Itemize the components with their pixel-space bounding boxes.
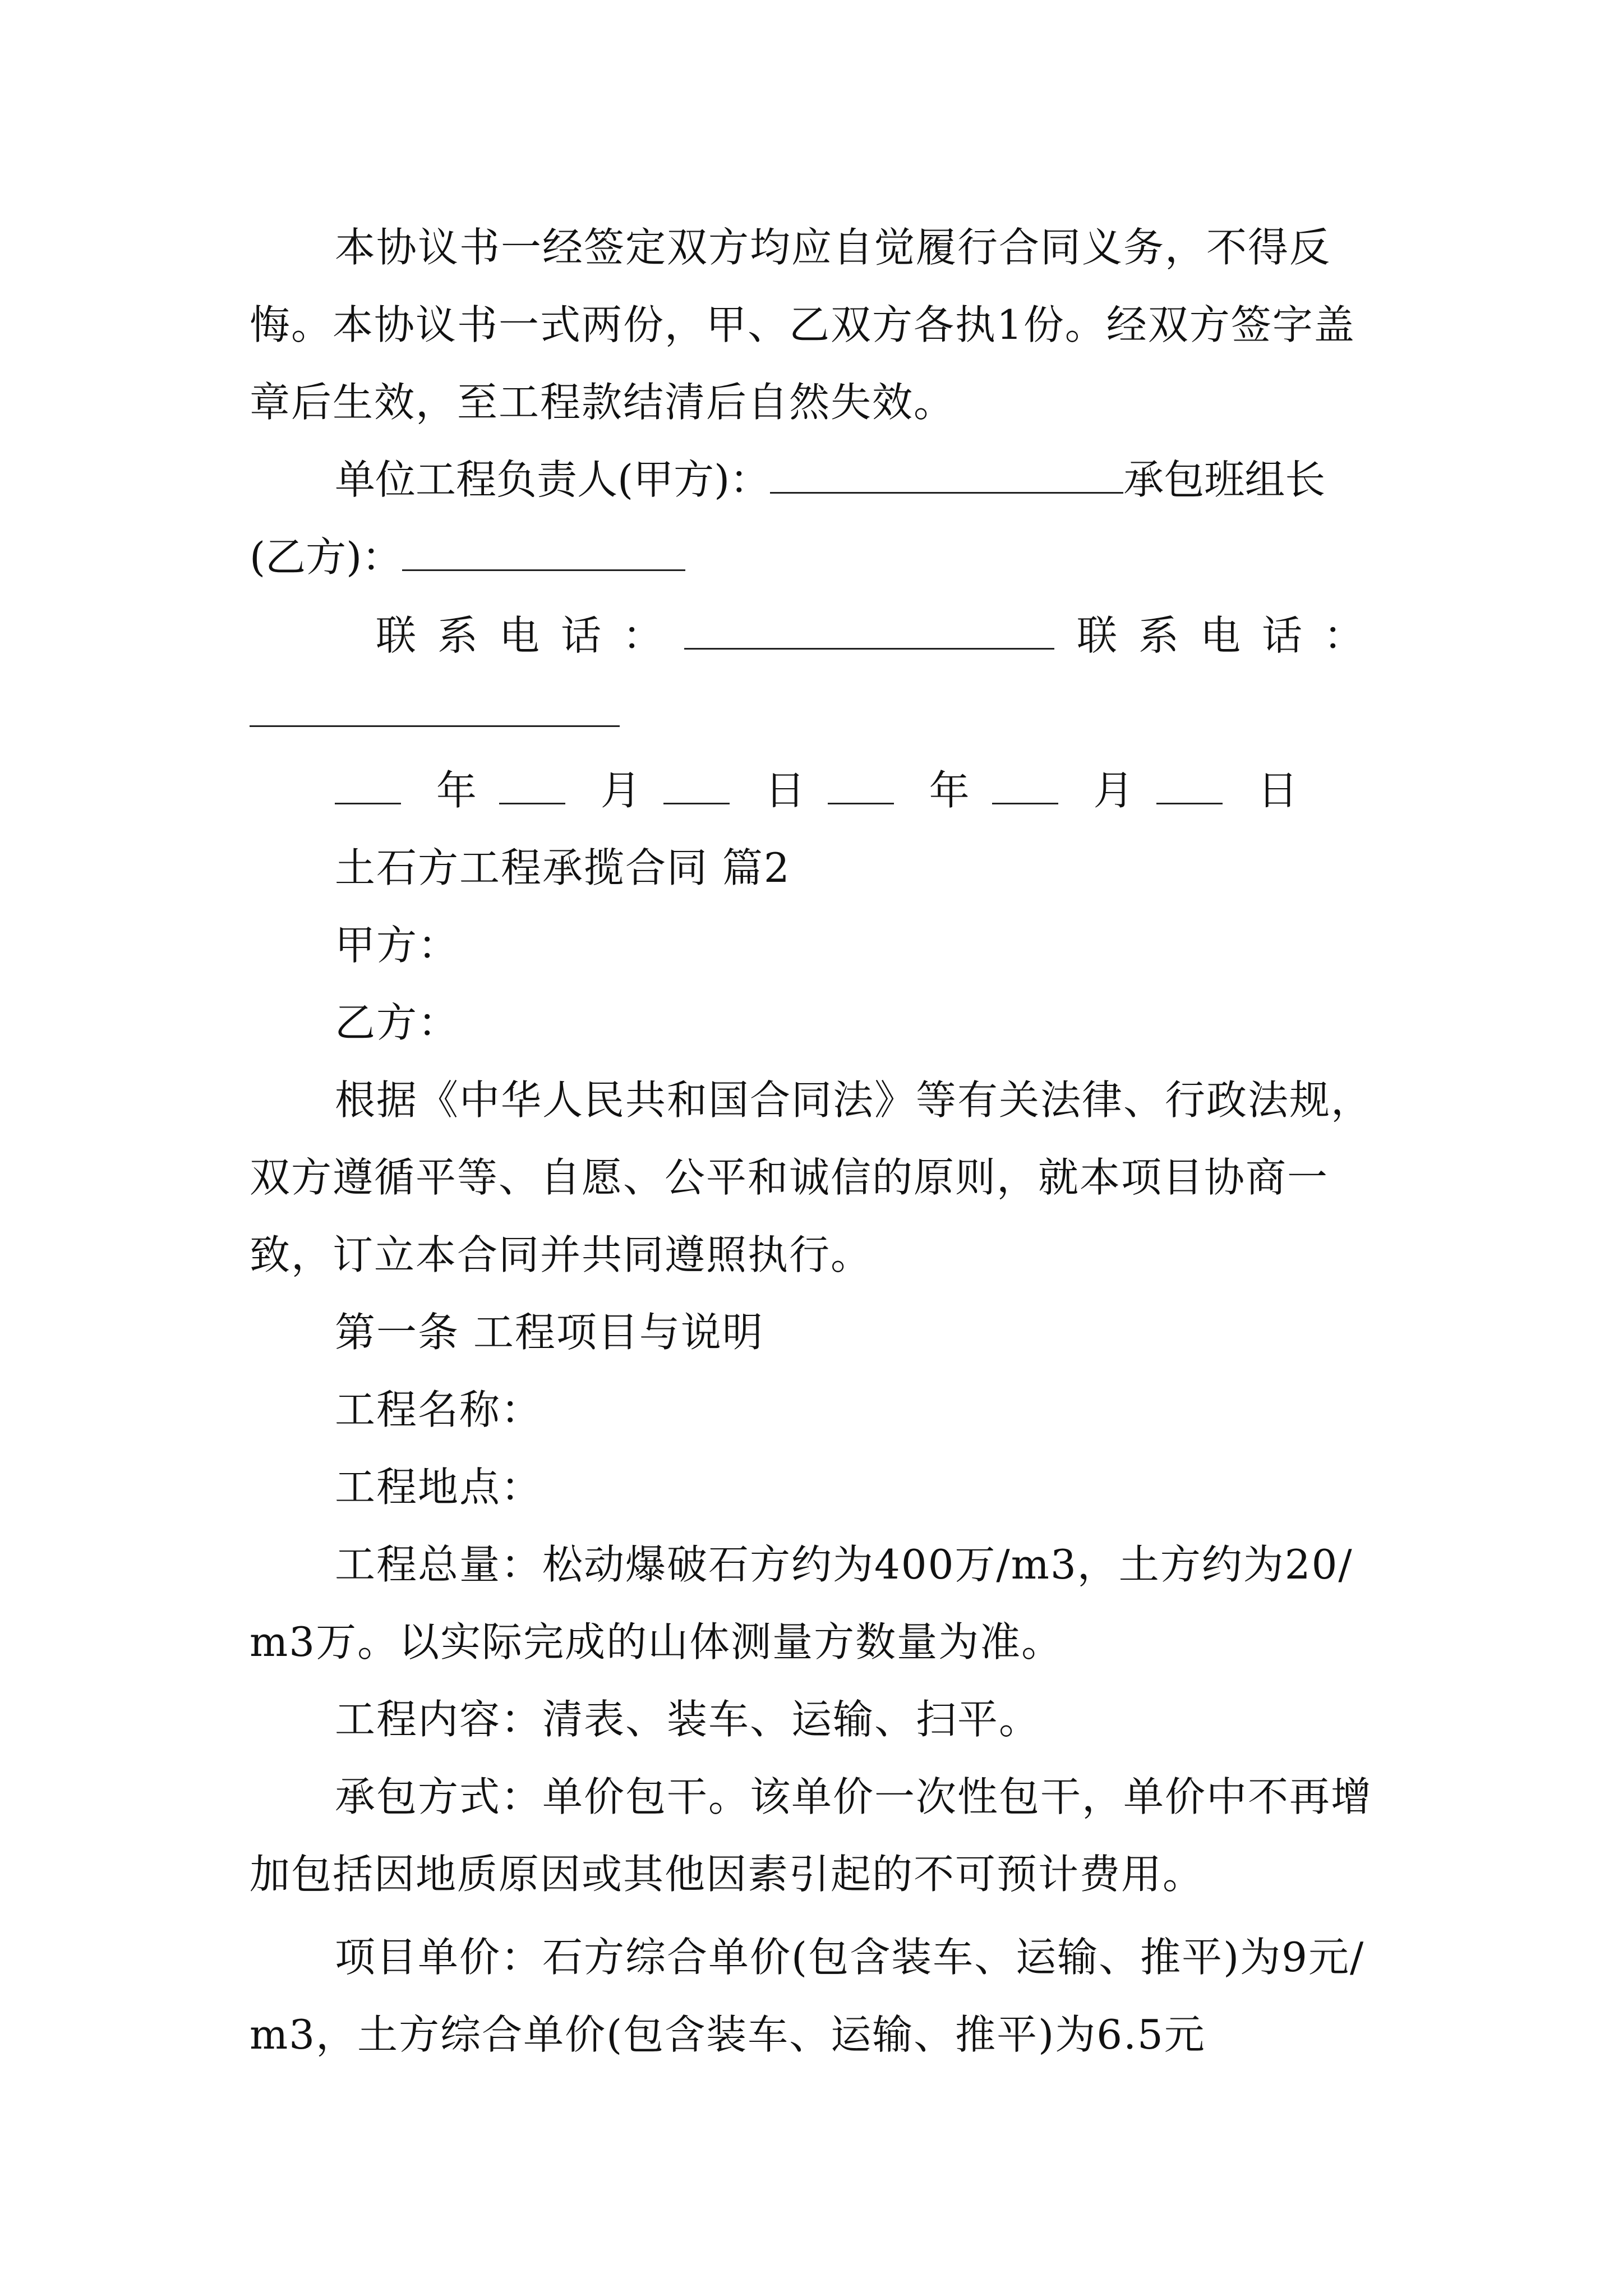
party-b-month-blank[interactable] [992, 769, 1058, 804]
party-a-year-blank[interactable] [335, 769, 401, 804]
project-name-line: 工程名称： [335, 1386, 543, 1433]
party-b-line: 乙方： [335, 999, 460, 1046]
phone-line-continued [250, 674, 1388, 752]
party-b-phone-label: 联系电话： [1077, 612, 1386, 659]
party-a-month-label: 月 [600, 767, 641, 814]
party-b-signature-blank[interactable] [402, 536, 685, 571]
party-b-signature-label-1: 承包班组长 [1123, 456, 1326, 503]
party-a-phone-label: 联系电话： [376, 612, 685, 659]
party-b-month-label: 月 [1093, 767, 1134, 814]
party-a-day-label: 日 [764, 767, 805, 814]
party-a-day-blank[interactable] [663, 769, 730, 804]
section-title: 土石方工程承揽合同 篇2 [335, 844, 791, 891]
party-a-signature-blank[interactable] [770, 458, 1123, 494]
signature-line-party-a [250, 441, 1388, 518]
signature-line-party-b [250, 518, 1388, 596]
party-b-year-blank[interactable] [828, 769, 894, 804]
phone-line [250, 597, 1388, 674]
party-b-day-blank[interactable] [1156, 769, 1223, 804]
date-line [250, 752, 1388, 829]
project-location-line: 工程地点： [335, 1464, 543, 1511]
party-b-day-label: 日 [1257, 767, 1298, 814]
party-a-phone-blank[interactable] [684, 614, 1054, 650]
party-b-signature-label-2: (乙方)： [250, 533, 403, 581]
unit-price-paragraph: 项目单价：石方综合单价(包含装车、运输、推平)为9元/m3，土方综合单价(包含装车、运输、推平)为6.5元 [250, 1934, 1365, 2058]
article-1-heading: 第一条 工程项目与说明 [335, 1309, 764, 1356]
party-a-year-label: 年 [436, 767, 477, 814]
project-total-paragraph: 工程总量：松动爆破石方约为400万/m3，土方约为20/m3万。以实际完成的山体测量方数量为准。 [250, 1541, 1353, 1665]
party-b-phone-blank[interactable] [250, 692, 620, 727]
agreement-validity-paragraph: 本协议书一经签定双方均应自觉履行合同义务，不得反悔。本协议书一式两份，甲、乙双方各执1份。经双方签字盖章后生效，至工程款结清后自然失效。 [250, 224, 1355, 426]
party-b-year-label: 年 [929, 767, 970, 814]
party-a-signature-label: 单位工程负责人(甲方)： [335, 456, 771, 503]
contract-method-paragraph: 承包方式：单价包干。该单价一次性包干，单价中不再增加包括因地质原因或其他因素引起的不可预计费用。 [250, 1773, 1373, 1898]
party-a-line: 甲方： [335, 922, 460, 969]
intro-paragraph: 根据《中华人民共和国合同法》等有关法律、行政法规，双方遵循平等、自愿、公平和诚信的原则，就本项目协商一致，订立本合同并共同遵照执行。 [250, 1076, 1373, 1278]
party-a-month-blank[interactable] [499, 769, 565, 804]
project-content-line: 工程内容：清表、装车、运输、扫平。 [335, 1696, 1041, 1743]
